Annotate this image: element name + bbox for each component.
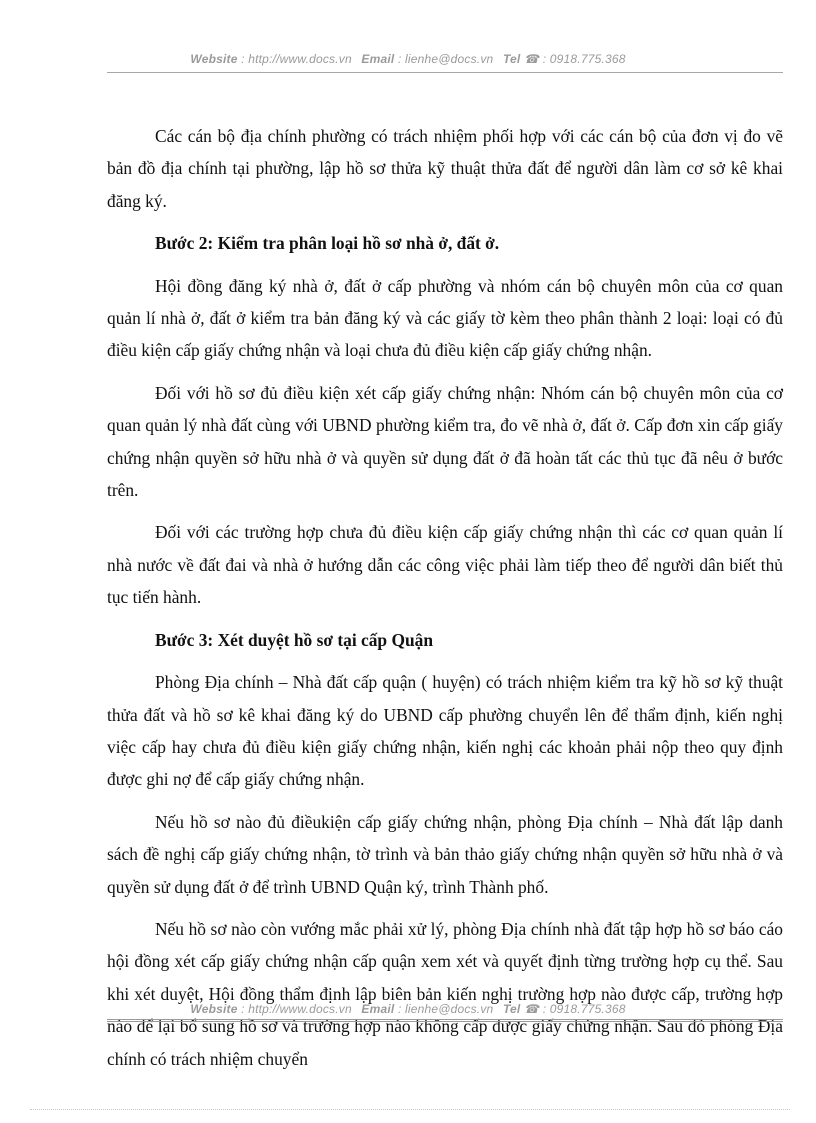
footer-website-url[interactable]: : http://www.docs.vn (241, 1002, 352, 1016)
page-header (0, 52, 816, 66)
footer-tel-value: : 0918.775.368 (542, 1002, 626, 1016)
footer-email-value[interactable]: : lienhe@docs.vn (397, 1002, 494, 1016)
footer-tel-label: Tel (502, 1002, 521, 1016)
header-website-label: Website (190, 52, 238, 66)
heading-step-3: Bước 3: Xét duyệt hồ sơ tại cấp Quận (155, 629, 434, 650)
header-tel-value: : 0918.775.368 (542, 52, 626, 66)
phone-icon: ☎ (524, 1002, 540, 1016)
footer-email-label: Email (361, 1002, 395, 1016)
paragraph-6: Nếu hồ sơ nào đủ điềukiện cấp giấy chứng nhận, phòng Địa chính – Nhà đất lập danh sách đề nghị cấp giấy chứng nhận, tờ trình và bản thảo giấy chứng nhận quyền sở hữu nhà ở và quyền sử dụng đất ở để trình UBND Quận ký, trình Thành phố. (107, 811, 783, 897)
document-body (107, 120, 783, 1085)
paragraph-4: Đối với các trường hợp chưa đủ điều kiện cấp giấy chứng nhận thì các cơ quan quản lí nhà nước về đất đai và nhà ở hướng dẫn các công việc phải làm tiếp theo để người dân biết thủ tục tiến hành. (107, 522, 783, 608)
footer-rule (107, 1019, 783, 1022)
paragraph-1: Các cán bộ địa chính phường có trách nhiệm phối hợp với các cán bộ của đơn vị đo vẽ bản đồ địa chính tại phường, lập hồ sơ thửa kỹ thuật thửa đất để người dân làm cơ sở kê khai đăng ký. (107, 126, 783, 211)
paragraph-5: Phòng Địa chính – Nhà đất cấp quận ( huyện) có trách nhiệm kiểm tra kỹ hồ sơ kỹ thuật thửa đất và hồ sơ kê khai đăng ký do UBND cấp phường chuyển lên để thẩm định, kiến nghị việc cấp hay chưa đủ điều kiện giấy chứng nhận, kiến nghị các khoản phải nộp theo quy định được ghi nợ để cấp giấy chứng nhận. (107, 672, 783, 790)
heading-step-2: Bước 2: Kiểm tra phân loại hồ sơ nhà ở, đất ở. (155, 233, 500, 254)
header-email-value[interactable]: : lienhe@docs.vn (397, 52, 494, 66)
header-email-label: Email (361, 52, 395, 66)
header-website-url[interactable]: : http://www.docs.vn (241, 52, 352, 66)
paragraph-7: Nếu hồ sơ nào còn vướng mắc phải xử lý, phòng Địa chính nhà đất tập hợp hồ sơ báo cáo hội đồng xét cấp giấy chứng nhận cấp quận xem xét và quyết định từng trường hợp cụ thể. Sau khi xét duyệt, Hội đồng thẩm định lập biên bản kiến nghị trường hợp nào được cấp, trường hợp nào để lại bổ sung hồ sơ và trường hợp nào không cấp được giấy chứng nhận. Sau đó phòng Địa chính có trách nhiệm chuyển (107, 918, 783, 1069)
header-rule (107, 72, 783, 73)
page-bottom-dotted-border (30, 1109, 790, 1110)
paragraph-2: Hội đồng đăng ký nhà ở, đất ở cấp phường và nhóm cán bộ chuyên môn của cơ quan quản lí nhà ở, đất ở kiểm tra bản đăng ký và các giấy tờ kèm theo phân thành 2 loại: loại có đủ điều kiện cấp giấy chứng nhận và loại chưa đủ điều kiện cấp giấy chứng nhận. (107, 275, 783, 361)
footer-website-label: Website (190, 1002, 238, 1016)
phone-icon: ☎ (524, 52, 540, 66)
page-footer (0, 1002, 816, 1016)
header-tel-label: Tel (502, 52, 521, 66)
paragraph-3: Đối với hồ sơ đủ điều kiện xét cấp giấy chứng nhận: Nhóm cán bộ chuyên môn của cơ quan quản lý nhà đất cùng với UBND phường kiểm tra, đo vẽ nhà ở, đất ở. Cấp đơn xin cấp giấy chứng nhận quyền sở hữu nhà ở và quyền sử dụng đất ở đã hoàn tất các thủ tục đã nêu ở bước trên. (107, 382, 783, 501)
